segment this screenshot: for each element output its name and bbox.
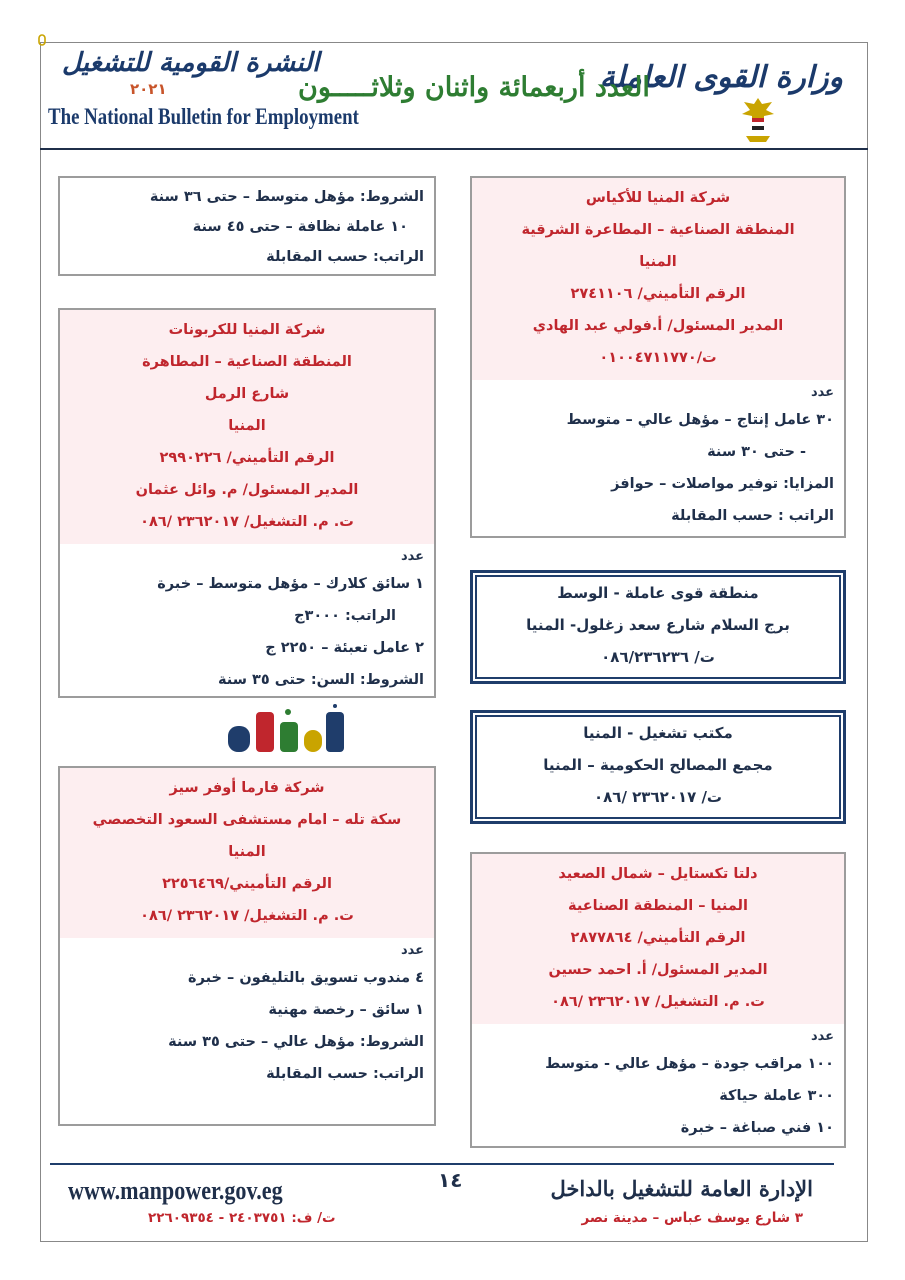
job-line: ٣٠٠ عاملة حياكة	[719, 1088, 834, 1104]
count-label: عدد	[810, 385, 834, 400]
company-name: شركة المنيا للأكياس	[585, 190, 731, 206]
company-address: المنيا – المنطقة الصناعية	[568, 898, 748, 914]
company-address: سكة تله – امام مستشفى السعود التخصصي	[92, 812, 402, 828]
job-details	[472, 1024, 844, 1144]
manager-name: المدير المسئول/ أ. احمد حسين	[548, 962, 768, 978]
office-phone: ت/ ٢٣٦٢٠١٧ /٠٨٦	[593, 788, 723, 806]
manager-name: المدير المسئول/ م. وائل عثمان	[135, 482, 359, 498]
count-label: عدد	[400, 943, 424, 958]
company-city: المنيا	[639, 254, 677, 270]
office-name: مكتب تشغيل - المنيا	[583, 724, 733, 742]
office-address: برج السلام شارع سعد زغلول- المنيا	[526, 616, 790, 634]
phone-number: ت/٠١٠٠٤٧١١٧٧٠	[599, 350, 717, 366]
job-line: الراتب: حسب المقابلة	[266, 249, 424, 265]
footer-department: الإدارة العامة للتشغيل بالداخل	[550, 1176, 813, 1201]
count-label: عدد	[400, 549, 424, 564]
footer-divider	[50, 1163, 834, 1165]
job-box-pharma-overseas	[58, 766, 436, 1126]
job-line: ١٠٠ مراقب جودة – مؤهل عالي - متوسط	[545, 1056, 834, 1072]
company-header	[472, 854, 844, 1024]
job-line: الشروط: مؤهل متوسط – حتى ٣٦ سنة	[149, 189, 424, 205]
company-street: شارع الرمل	[204, 386, 290, 402]
job-box-continued	[58, 176, 436, 276]
job-line: ١٠ عاملة نظافة – حتى ٤٥ سنة	[192, 219, 408, 235]
company-name: دلتا تكستايل – شمال الصعيد	[558, 866, 758, 882]
insurance-number: الرقم التأميني/ ٢٧٤١١٠٦	[570, 286, 746, 302]
job-line: ١٠ فني صباغة – خبرة	[680, 1120, 834, 1136]
job-box-delta-textile	[470, 852, 846, 1148]
insurance-number: الرقم التأميني/ ٢٩٩٠٢٢٦	[159, 450, 335, 466]
insurance-number: الرقم التأميني/٢٢٥٦٤٦٩	[162, 876, 332, 892]
job-line: الشروط: السن: حتى ٣٥ سنة	[218, 672, 424, 688]
office-box-minya	[470, 710, 846, 824]
job-details	[472, 380, 844, 532]
company-name: شركة فارما أوفر سيز	[169, 780, 325, 796]
phone-number: ت. م. التشغيل/ ٢٣٦٢٠١٧ /٠٨٦	[140, 908, 354, 924]
job-box-minya-carbonates	[58, 308, 436, 698]
page-number: ١٤	[438, 1168, 463, 1192]
phone-number: ت. م. التشغيل/ ٢٣٦٢٠١٧ /٠٨٦	[140, 514, 354, 530]
job-line: الراتب: حسب المقابلة	[266, 1066, 424, 1082]
count-label: عدد	[810, 1029, 834, 1044]
job-line: ٤ مندوب تسويق بالتليفون – خبرة	[188, 970, 424, 986]
job-line: الراتب : حسب المقابلة	[671, 508, 834, 524]
job-line: الشروط: مؤهل عالي – حتى ٣٥ سنة	[168, 1034, 424, 1050]
paperclip-icon	[36, 34, 48, 48]
company-header	[472, 178, 844, 380]
company-address: المنطقة الصناعية – المطاعرة الشرقية	[521, 222, 795, 238]
company-address: المنطقة الصناعية – المطاهرة	[142, 354, 352, 370]
office-box-wasat	[470, 570, 846, 684]
job-details	[60, 938, 434, 1090]
office-phone: ت/ ٠٨٦/٢٣٦٢٣٦	[601, 648, 715, 666]
company-city: المنيا	[228, 418, 266, 434]
job-details	[60, 544, 434, 696]
issue-number: العدد أربعمائة واثنان وثلاثـــــون	[298, 72, 650, 103]
ministry-title: وزارة القوى العاملة	[599, 60, 843, 95]
watermark-logo-icon	[222, 704, 352, 764]
phone-number: ت. م. التشغيل/ ٢٣٦٢٠١٧ /٠٨٦	[551, 994, 765, 1010]
eagle-emblem-icon	[738, 96, 778, 144]
manager-name: المدير المسئول/ أ.فولي عبد الهادي	[532, 318, 784, 334]
job-line: المزايا: توفير مواصلات – حوافز	[611, 476, 834, 492]
job-line: ١ سائق كلارك – مؤهل متوسط – خبرة	[157, 576, 424, 592]
job-line: - حتى ٣٠ سنة	[707, 444, 806, 460]
job-details	[60, 180, 434, 272]
job-line: ٢ عامل تعبئة – ٢٢٥٠ ج	[265, 640, 424, 656]
bulletin-title-en: The National Bulletin for Employment	[48, 104, 359, 129]
footer-address: ٣ شارع يوسف عباس – مدينة نصر	[581, 1210, 803, 1226]
company-name: شركة المنيا للكربونات	[168, 322, 326, 338]
company-city: المنيا	[228, 844, 266, 860]
office-name: منطقة قوى عاملة - الوسط	[557, 584, 759, 602]
insurance-number: الرقم التأميني/ ٢٨٧٧٨٦٤	[570, 930, 746, 946]
job-line: ٣٠ عامل إنتاج – مؤهل عالي – متوسط	[566, 412, 834, 428]
office-address: مجمع المصالح الحكومية – المنيا	[543, 756, 773, 774]
company-header	[60, 310, 434, 544]
bulletin-title-ar: النشرة القومية للتشغيل	[62, 48, 320, 78]
header-divider	[40, 148, 868, 150]
job-line: ١ سائق – رخصة مهنية	[268, 1002, 424, 1018]
footer-website-link[interactable]: www.manpower.gov.eg	[68, 1176, 283, 1205]
job-line: الراتب: ٣٠٠٠ج	[294, 608, 396, 624]
job-box-minya-bags	[470, 176, 846, 538]
company-header	[60, 768, 434, 938]
bulletin-year: ٢٠٢١	[130, 80, 167, 98]
footer-phone: ت/ ف: ٢٤٠٣٧٥١ - ٢٢٦٠٩٣٥٤	[148, 1210, 336, 1226]
